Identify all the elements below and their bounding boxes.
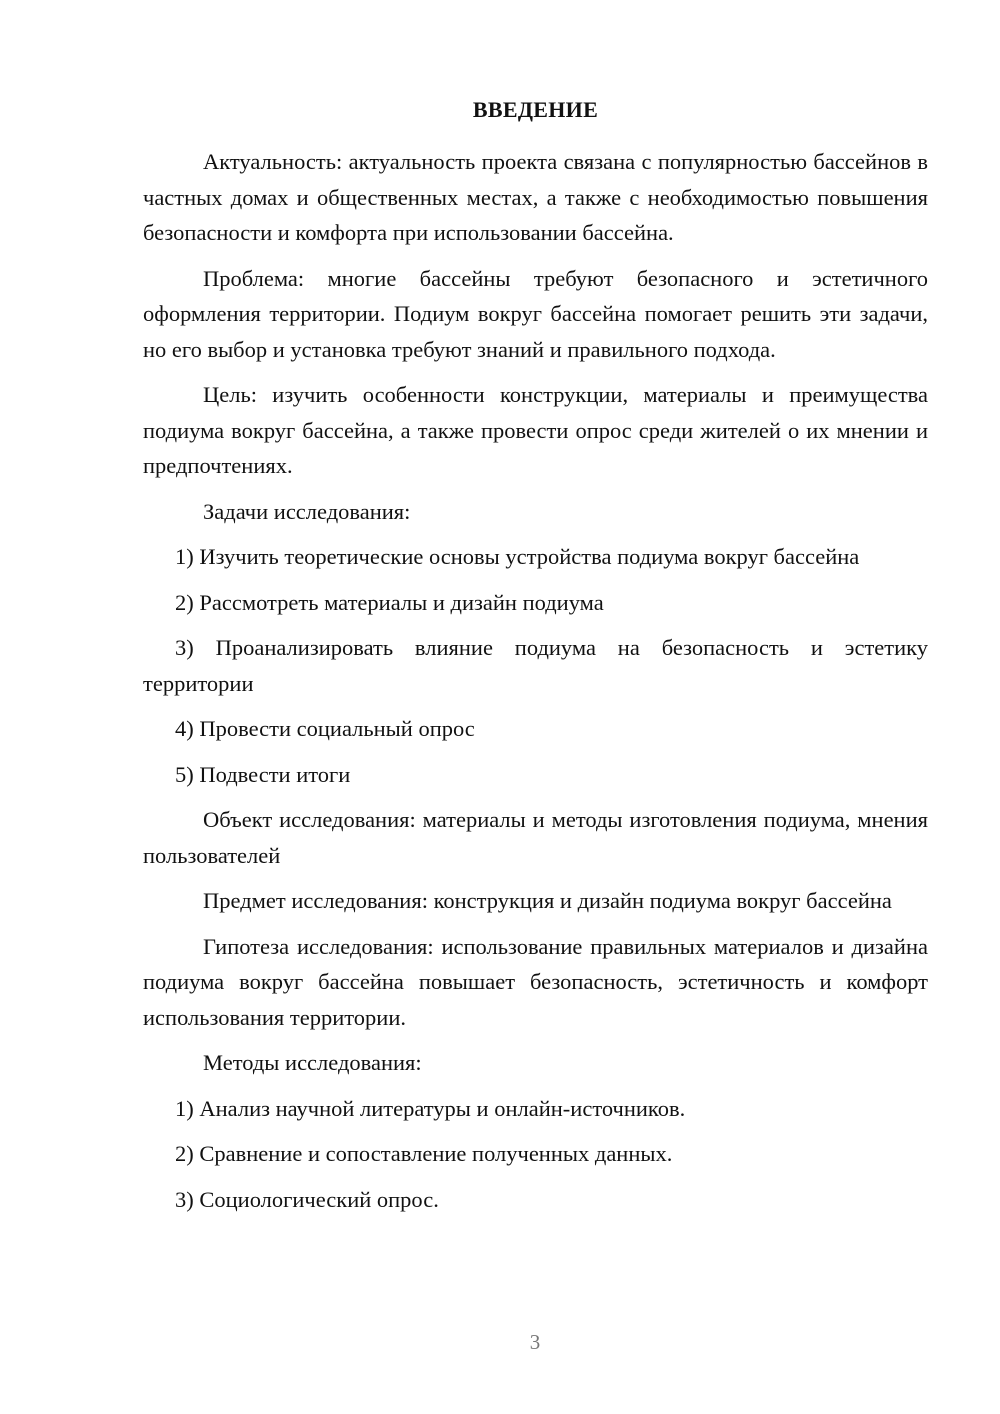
paragraph-hypothesis: Гипотеза исследования: использование правильных материалов и дизайна подиума вокруг бассейна повышает безопасность, эстетичность и комфорт использования территории.	[143, 933, 928, 1030]
method-item-2: 2) Сравнение и сопоставление полученных данных.	[175, 1141, 673, 1166]
paragraph-object: Объект исследования: материалы и методы изготовления подиума, мнения пользователей	[143, 807, 928, 868]
page-number: 3	[529, 1330, 541, 1354]
paragraph-goal: Цель: изучить особенности конструкции, материалы и преимущества подиума вокруг бассейна, а также провести опрос среди жителей о их мнении и предпочтениях.	[143, 382, 928, 478]
page-content	[143, 92, 928, 1227]
task-item-1: 1) Изучить теоретические основы устройства подиума вокруг бассейна	[175, 544, 860, 569]
paragraph-problem: Проблема: многие бассейны требуют безопасного и эстетичного оформления территории. Подиум вокруг бассейна помогает решить эти задачи, но его выбор и установка требуют знаний и правильного подхода.	[143, 265, 928, 362]
method-item-1: 1) Анализ научной литературы и онлайн-источников.	[175, 1095, 686, 1121]
task-item-4: 4) Провести социальный опрос	[175, 716, 475, 741]
paragraph-subject: Предмет исследования: конструкция и дизайн подиума вокруг бассейна	[203, 888, 892, 913]
task-item-5: 5) Подвести итоги	[175, 761, 351, 787]
tasks-heading: Задачи исследования:	[203, 498, 411, 524]
task-item-2: 2) Рассмотреть материалы и дизайн подиума	[175, 589, 604, 615]
task-item-3: 3) Проанализировать влияние подиума на безопасность и эстетику территории	[143, 635, 928, 696]
method-item-3: 3) Социологический опрос.	[175, 1186, 439, 1212]
paragraph-relevance: Актуальность: актуальность проекта связана с популярностью бассейнов в частных домах и общественных местах, а также с необходимостью повышения безопасности и комфорта при использовании бассейна.	[143, 149, 928, 245]
methods-heading: Методы исследования:	[203, 1050, 422, 1075]
section-title: ВВЕДЕНИЕ	[472, 97, 599, 122]
